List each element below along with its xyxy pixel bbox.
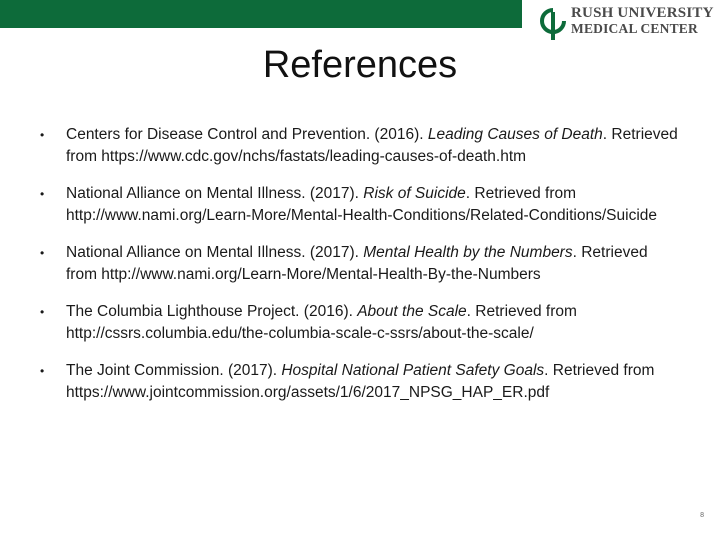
reference-retrieval: . Retrieved from http://www.nami.org/Learn-More/Mental-Health-Conditions/Related-Conditions/Suicide [66,185,658,224]
reference-title: Hospital National Patient Safety Goals [281,362,545,379]
reference-title: Mental Health by the Numbers [363,244,573,261]
reference-title: About the Scale [357,303,467,320]
reference-author: The Joint Commission. (2017). [66,362,282,379]
reference-item [40,183,680,227]
reference-retrieval: . Retrieved from http://cssrs.columbia.edu/the-columbia-scale-c-ssrs/about-the-scale/ [66,303,577,342]
logo-line-1: RUSH UNIVERSITY [571,5,714,21]
reference-item [40,242,680,286]
rush-logo-icon [540,8,566,42]
reference-retrieval: . Retrieved from https://www.jointcommission.org/assets/1/6/2017_NPSG_HAP_ER.pdf [66,362,655,401]
bullet-icon: • [40,128,45,142]
logo-wordmark [571,6,716,36]
reference-author: Centers for Disease Control and Prevention. (2016). [66,126,428,143]
rush-logo [540,6,716,44]
reference-list [40,124,680,404]
reference-author: National Alliance on Mental Illness. (2017). [66,185,364,202]
reference-item [40,360,680,404]
reference-retrieval: . Retrieved from https://www.cdc.gov/nchs/fastats/leading-causes-of-death.htm [66,126,678,165]
reference-title: Leading Causes of Death [427,126,603,143]
bullet-icon: • [40,246,45,260]
bullet-icon: • [40,364,45,378]
bullet-icon: • [40,187,45,201]
reference-item [40,301,680,345]
page-number: 8 [700,512,704,519]
logo-line-2: MEDICAL CENTER [571,21,698,36]
reference-author: The Columbia Lighthouse Project. (2016). [66,303,358,320]
reference-title: Risk of Suicide [363,185,466,202]
reference-author: National Alliance on Mental Illness. (2017). [66,244,364,261]
reference-item [40,124,680,168]
slide-title: References [262,44,458,86]
brand-stripe [0,0,522,28]
reference-retrieval: . Retrieved from http://www.nami.org/Learn-More/Mental-Health-By-the-Numbers [66,244,648,283]
bullet-icon: • [40,305,45,319]
